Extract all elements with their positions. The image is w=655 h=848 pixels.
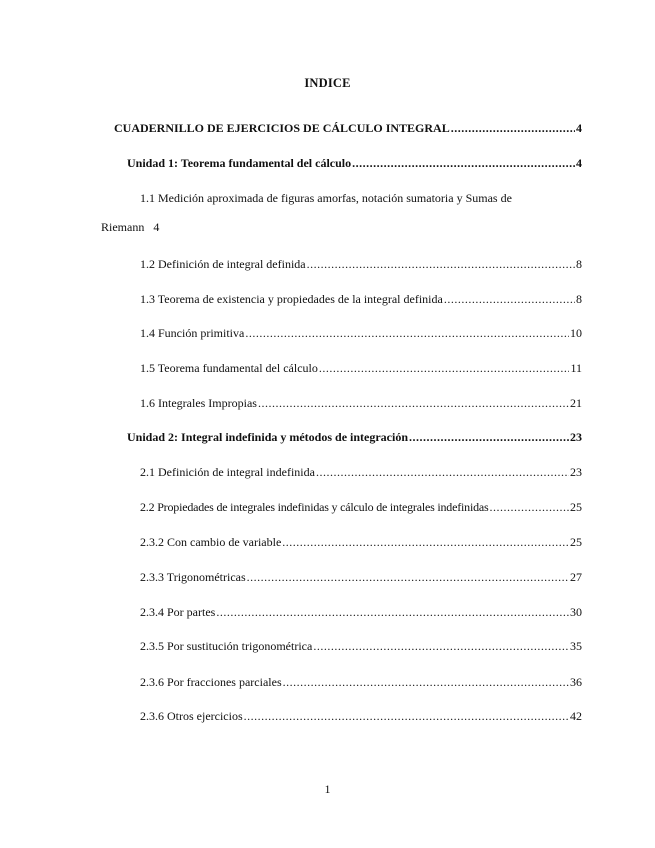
toc-entry-2-3-6-fracciones[interactable] bbox=[140, 674, 582, 690]
toc-entry-2-3-6-otros[interactable] bbox=[140, 708, 582, 724]
toc-entry-page: 8 bbox=[576, 292, 582, 306]
toc-leader-dots bbox=[282, 534, 569, 550]
toc-leader-dots bbox=[216, 604, 569, 620]
toc-entry-label: 2.3.2 Con cambio de variable bbox=[140, 535, 282, 549]
toc-entry-1-3[interactable] bbox=[140, 291, 582, 307]
toc-entry-page: 21 bbox=[570, 396, 582, 410]
toc-entry-main[interactable] bbox=[114, 120, 582, 136]
toc-leader-dots bbox=[258, 395, 569, 411]
toc-leader-dots bbox=[307, 256, 575, 272]
toc-entry-2-3-5[interactable] bbox=[140, 638, 582, 654]
toc-entry-label: 1.3 Teorema de existencia y propiedades de la integral definida bbox=[140, 292, 443, 306]
toc-entry-page: 27 bbox=[570, 570, 582, 584]
toc-entry-2-3-4[interactable] bbox=[140, 604, 582, 620]
toc-entry-label: 1.2 Definición de integral definida bbox=[140, 257, 306, 271]
toc-entry-1-6[interactable] bbox=[140, 395, 582, 411]
page-number: 1 bbox=[324, 782, 331, 796]
toc-entry-label: Unidad 2: Integral indefinida y métodos de integración bbox=[127, 430, 409, 444]
toc-entry-1-1-line1[interactable]: 1.1 Medición aproximada de figuras amorfas, notación sumatoria y Sumas de bbox=[140, 191, 512, 205]
toc-leader-dots bbox=[319, 360, 570, 376]
toc-entry-1-4[interactable] bbox=[140, 325, 582, 341]
toc-entry-2-3-3[interactable] bbox=[140, 569, 582, 585]
toc-entry-page: 10 bbox=[570, 326, 582, 340]
toc-entry-page: 4 bbox=[576, 156, 582, 170]
toc-entry-label: 2.2 Propiedades de integrales indefinidas y cálculo de integrales indefinidas bbox=[140, 500, 489, 514]
toc-entry-page: 11 bbox=[570, 361, 582, 375]
toc-leader-dots bbox=[352, 155, 575, 171]
toc-entry-1-1-line2[interactable] bbox=[101, 219, 159, 235]
toc-entry-page: 4 bbox=[576, 121, 582, 135]
toc-entry-label: 1.4 Función primitiva bbox=[140, 326, 245, 340]
toc-leader-dots bbox=[283, 674, 569, 690]
page-title: INDICE bbox=[304, 76, 351, 90]
toc-entry-label: 1.5 Teorema fundamental del cálculo bbox=[140, 361, 318, 375]
toc-entry-label: Riemann bbox=[101, 220, 145, 234]
toc-entry-page: 42 bbox=[570, 709, 582, 723]
toc-entry-page: 23 bbox=[570, 430, 582, 444]
toc-entry-page: 8 bbox=[576, 257, 582, 271]
toc-entry-page: 30 bbox=[570, 605, 582, 619]
toc-leader-dots bbox=[444, 291, 575, 307]
toc-entry-label: 2.3.6 Otros ejercicios bbox=[140, 709, 243, 723]
toc-entry-2-3-2[interactable] bbox=[140, 534, 582, 550]
toc-leader-dots bbox=[247, 569, 569, 585]
toc-entry-label: 2.3.6 Por fracciones parciales bbox=[140, 675, 282, 689]
toc-leader-dots bbox=[490, 499, 570, 515]
toc-entry-1-5[interactable] bbox=[140, 360, 582, 376]
toc-entry-page: 25 bbox=[570, 535, 582, 549]
toc-leader-dots bbox=[244, 708, 569, 724]
toc-entry-page: 23 bbox=[570, 465, 582, 479]
toc-entry-label: 2.3.4 Por partes bbox=[140, 605, 216, 619]
toc-entry-page: 25 bbox=[570, 500, 582, 514]
toc-entry-label: 2.3.3 Trigonométricas bbox=[140, 570, 246, 584]
toc-entry-label: Unidad 1: Teorema fundamental del cálculo bbox=[127, 156, 352, 170]
toc-entry-1-2[interactable] bbox=[140, 256, 582, 272]
toc-entry-unit2[interactable] bbox=[127, 429, 582, 445]
toc-entry-2-1[interactable] bbox=[140, 464, 582, 480]
toc-leader-dots bbox=[409, 429, 569, 445]
toc-entry-label: 2.3.5 Por sustitución trigonométrica bbox=[140, 639, 313, 653]
toc-leader-dots bbox=[316, 464, 569, 480]
toc-entry-page: 35 bbox=[570, 639, 582, 653]
toc-entry-unit1[interactable] bbox=[127, 155, 582, 171]
toc-leader-dots bbox=[313, 638, 569, 654]
toc-entry-label: CUADERNILLO DE EJERCICIOS DE CÁLCULO INTEGRAL bbox=[114, 121, 450, 135]
toc-leader-dots bbox=[245, 325, 569, 341]
toc-entry-label: 2.1 Definición de integral indefinida bbox=[140, 465, 315, 479]
toc-entry-page: 4 bbox=[153, 220, 160, 234]
toc-entry-2-2[interactable] bbox=[140, 499, 582, 515]
toc-leader-dots bbox=[451, 120, 575, 136]
toc-entry-label: 1.6 Integrales Impropias bbox=[140, 396, 257, 410]
toc-entry-page: 36 bbox=[570, 675, 582, 689]
